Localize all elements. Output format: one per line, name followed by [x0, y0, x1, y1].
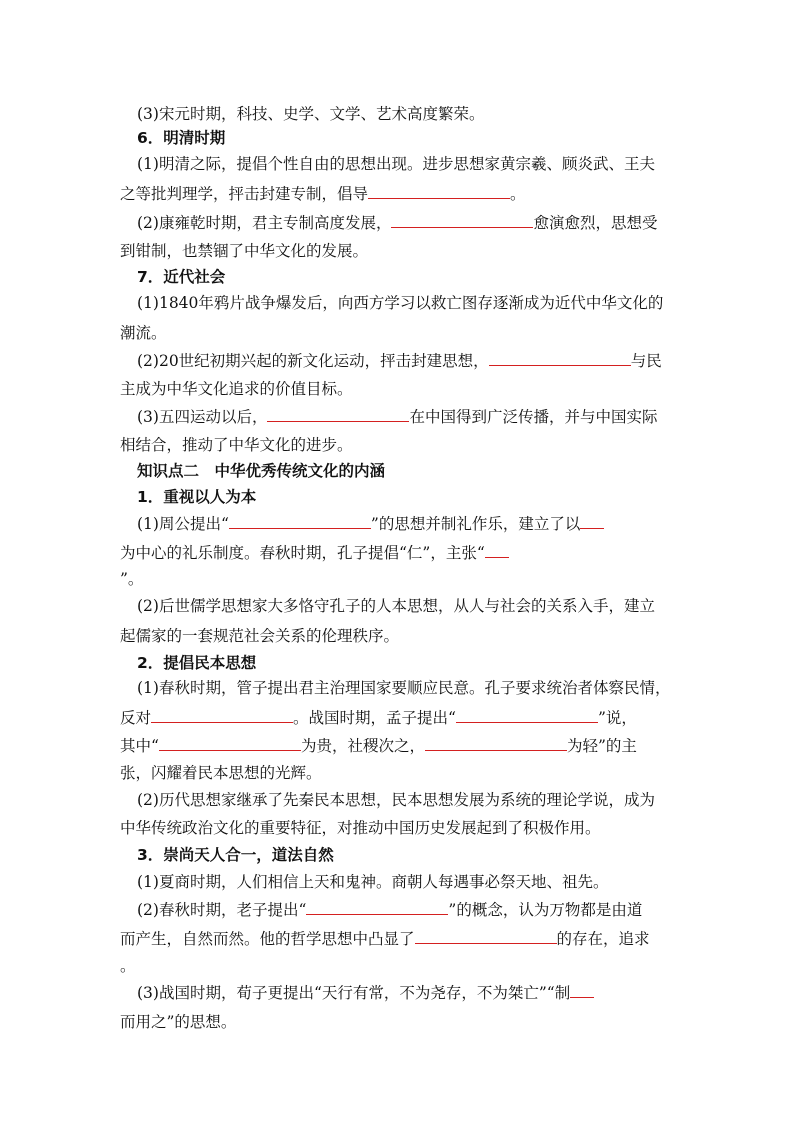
fill-blank[interactable]: [456, 708, 598, 723]
fill-blank[interactable]: [485, 543, 509, 558]
paragraph-line: 之等批判理学，抨击封建专制，倡导 。: [120, 185, 526, 203]
paragraph-line: (3)五四运动以后， 在中国得到广泛传播，并与中国实际: [137, 408, 658, 426]
paragraph-line: 起儒家的一套规范社会关系的伦理秩序。: [120, 627, 400, 645]
paragraph-line: (2)康雍乾时期，君主专制高度发展， 愈演愈烈，思想受: [137, 214, 658, 232]
paragraph-line: (3)宋元时期，科技、史学、文学、艺术高度繁荣。: [137, 105, 485, 123]
fill-blank[interactable]: [415, 929, 557, 944]
fill-blank[interactable]: [425, 736, 567, 751]
fill-blank[interactable]: [368, 184, 510, 199]
fill-blank[interactable]: [306, 900, 448, 915]
section-heading: 1．重视以人为本: [137, 488, 257, 506]
fill-blank[interactable]: [159, 736, 301, 751]
fill-blank[interactable]: [267, 407, 409, 422]
paragraph-line: 到钳制，也禁锢了中华文化的发展。: [120, 242, 369, 260]
paragraph-line: (3)战国时期，荀子更提出“天行有常，不为尧存，不为桀亡”“制: [137, 982, 594, 1004]
paragraph-line: (2)后世儒学思想家大多恪守孔子的人本思想，从人与社会的关系入手，建立: [137, 597, 655, 615]
paragraph-line: 其中“ 为贵，社稷次之， 为轻”的主: [120, 737, 637, 755]
section-heading: 3．崇尚天人合一，道法自然: [137, 846, 334, 864]
paragraph-line: 为中心的礼乐制度。春秋时期，孔子提倡“仁”，主张“: [120, 542, 509, 564]
paragraph-line: 中华传统政治文化的重要特征，对推动中国历史发展起到了积极作用。: [120, 819, 601, 837]
fill-blank[interactable]: [580, 514, 604, 529]
paragraph-line: ”。: [120, 570, 144, 588]
fill-blank[interactable]: [391, 213, 533, 228]
fill-blank[interactable]: [489, 351, 631, 366]
paragraph-line: 反对 。战国时期，孟子提出“ ”说，: [120, 709, 637, 727]
paragraph-line: (2)历代思想家继承了先秦民本思想，民本思想发展为系统的理论学说，成为: [137, 791, 655, 809]
paragraph-line: (1)周公提出“ ”的思想并制礼作乐，建立了以: [137, 513, 604, 535]
paragraph-line: (2)春秋时期，老子提出“ ”的概念，认为万物都是由道: [137, 901, 643, 919]
paragraph-line: 。: [120, 957, 136, 975]
paragraph-line: (1)1840年鸦片战争爆发后，向西方学习以救亡图存逐渐成为近代中华文化的: [137, 294, 664, 312]
fill-blank[interactable]: [570, 983, 594, 998]
section-heading: 2．提倡民本思想: [137, 654, 257, 672]
section-heading: 6．明清时期: [137, 129, 226, 147]
fill-blank[interactable]: [229, 514, 371, 529]
paragraph-line: 张，闪耀着民本思想的光辉。: [120, 764, 322, 782]
paragraph-line: 而产生，自然而然。他的哲学思想中凸显了 的存在，追求: [120, 930, 650, 948]
paragraph-line: (1)夏商时期，人们相信上天和鬼神。商朝人每遇事必祭天地、祖先。: [137, 873, 609, 891]
paragraph-line: (1)春秋时期，管子提出君主治理国家要顺应民意。孔子要求统治者体察民情，: [137, 679, 671, 697]
section-heading: 知识点二 中华优秀传统文化的内涵: [137, 462, 386, 480]
paragraph-line: 而用之”的思想。: [120, 1013, 237, 1031]
paragraph-line: (2)20世纪初期兴起的新文化运动，抨击封建思想， 与民: [137, 352, 662, 370]
fill-blank[interactable]: [151, 708, 293, 723]
paragraph-line: (1)明清之际，提倡个性自由的思想出现。进步思想家黄宗羲、顾炎武、王夫: [137, 155, 655, 173]
paragraph-line: 潮流。: [120, 324, 167, 342]
paragraph-line: 相结合，推动了中华文化的进步。: [120, 436, 353, 454]
paragraph-line: 主成为中华文化追求的价值目标。: [120, 380, 353, 398]
section-heading: 7．近代社会: [137, 268, 226, 286]
